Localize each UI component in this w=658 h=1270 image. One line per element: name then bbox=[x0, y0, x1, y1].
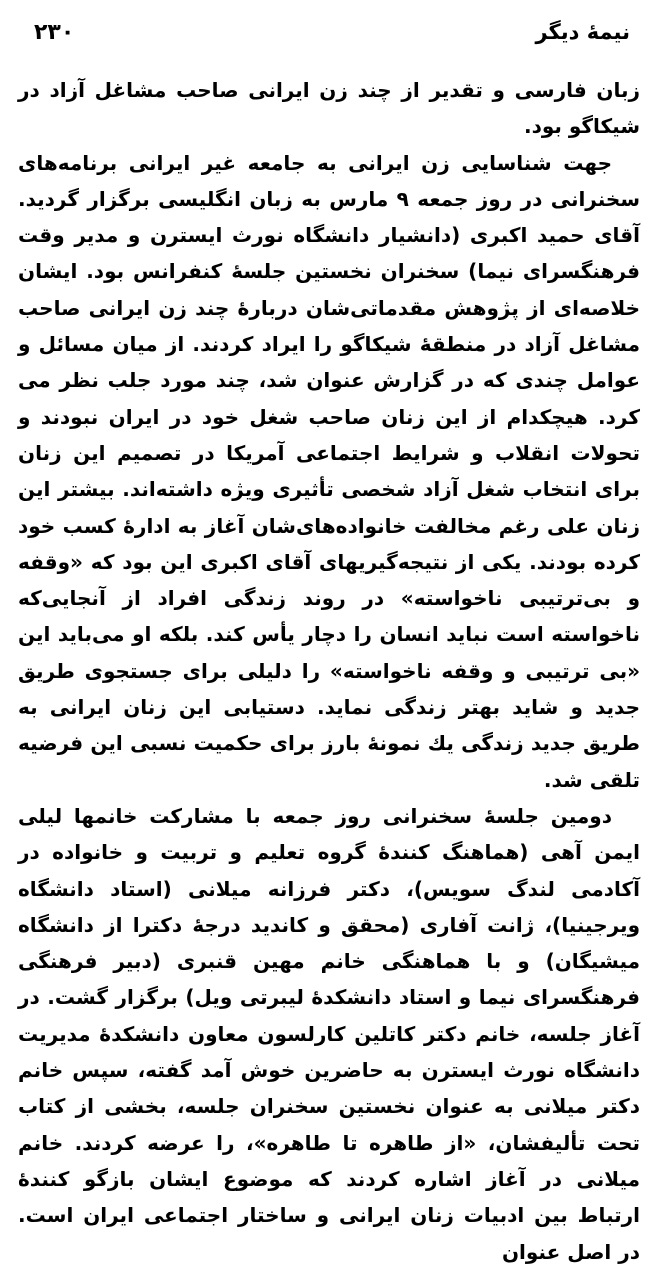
paragraph-second-session: دومین جلسهٔ سخنرانی روز جمعه با مشارکت خانمها لیلی ایمن آهی (هماهنگ کنندهٔ گروه تعلیم و تربیت و خانواده در آکادمی لندگ سویس)، دکتر فرزانه میلانی (استاد دانشگاه ویرجینیا)، ژانت آفاری (محقق و کاندید درجهٔ دکترا از دانشگاه میشیگان) و با هماهنگی خانم مهین قنبری (دبیر فرهنگی فرهنگسرای نیما و استاد دانشکدهٔ لیبرتی ویل) برگزار گشت. در آغاز جلسه، خانم دکتر کاتلین کارلسون معاون دانشکدهٔ مدیریت دانشگاه نورث ایسترن به حاضرین خوش آمد گفته، سپس خانم دکتر میلانی به عنوان نخستین سخنران جلسه، بخشی از کتاب تحت تألیفشان، «از طاهره تا طاهره»، را عرضه کردند. خانم میلانی در آغاز اشاره کردند که موضوع ایشان بازگو کنندهٔ ارتباط بین ادبیات زنان ایرانی و ساختار اجتماعی ایران است. در اصل عنوان bbox=[18, 803, 640, 1264]
running-title: نیمهٔ دیگر bbox=[535, 20, 630, 44]
paragraph-first-session: جهت شناسایی زن ایرانی به جامعه غیر ایرانی برنامه‌های سخنرانی در روز جمعه ۹ مارس به زبان انگلیسی برگزار گردید. آقای حمید اکبری (دانشیار دانشگاه نورث ایسترن و مدیر وقت فرهنگسرای نیما) سخنران نخستین جلسهٔ کنفرانس بود. ایشان خلاصه‌ای از پژوهش مقدماتی‌شان دربارهٔ چند زن ایرانی صاحب مشاغل آزاد در منطقهٔ شیکاگو را ایراد کردند. از میان مسائل و عوامل چندی که در گزارش عنوان شد، چند مورد جلب نظر می کرد. هیچکدام از این زنان صاحب شغل خود در ایران نبودند و تحولات انقلاب و شرایط اجتماعی آمریکا در تصمیم این زنان برای انتخاب شغل آزاد شخصی تأثیری ویژه داشته‌اند. بیشتر این زنان علی رغم مخالفت خانواده‌های‌شان آغاز به ادارهٔ کسب خود کرده بودند. یکی از نتیجه‌گیریهای آقای اکبری این بود که «وقفه و بی‌ترتیبی ناخواسته» در روند زندگی افراد از آنجایی‌که ناخواسته است نباید انسان را دچار یأس کند. بلکه او می‌باید این «بی ترتیبی و وقفه ناخواسته» را دلیلی برای جستجوی طریق جدید و شاید بهتر زندگی نماید. دستیابی این زنان ایرانی به طریق جدید زندگی یك نمونهٔ بارز برای حکمیت نسبی این فرضیه تلقی شد. bbox=[18, 150, 640, 792]
paragraph-continued: زبان فارسی و تقدیر از چند زن ایرانی صاحب مشاغل آزاد در شیکاگو بود. bbox=[18, 78, 640, 139]
body-text bbox=[18, 72, 640, 1270]
page-number: ۲۳۰ bbox=[34, 19, 75, 45]
page-header bbox=[34, 14, 630, 50]
